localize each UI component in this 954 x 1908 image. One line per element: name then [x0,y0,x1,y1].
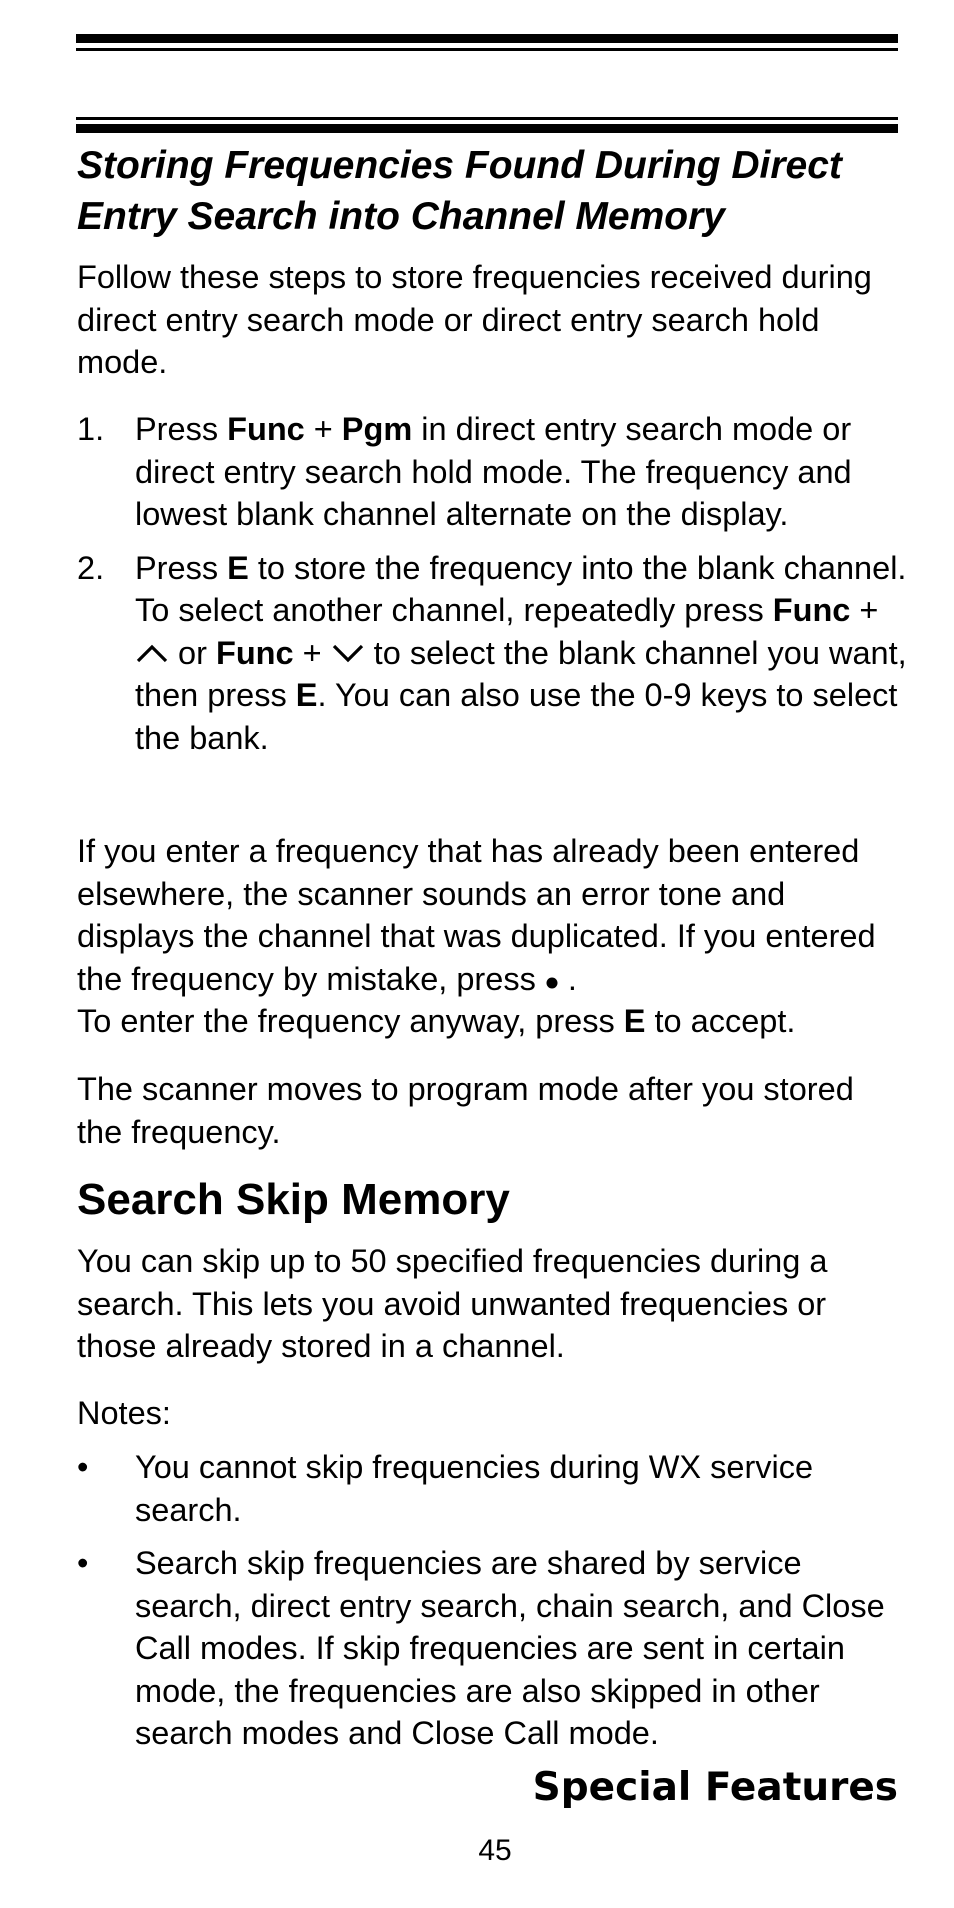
bullet: • [77,1545,89,1581]
step-item [77,408,907,536]
notes-list [77,1446,907,1755]
duplicate-paragraph: If you enter a frequency that has already been entered elsewhere, the scanner sounds an error tone and displays the channel that was duplicated. If you entered the frequency by mistake, press . To enter the frequency anyway, press E to accept. [77,833,876,1039]
note-item [77,1542,907,1755]
dot-key-icon [545,958,559,1001]
chevron-down-icon [331,632,365,675]
e-key-label: E [295,677,318,713]
section-rule-thick [76,124,898,133]
func-key-label: Func [772,592,851,628]
step-number: 1. [77,411,105,447]
note-item [77,1446,907,1531]
step-text: Press Func + Pgm in direct entry search mode or direct entry search hold mode. The frequency and lowest blank channel alternate on the display. [135,411,852,532]
skip-intro-paragraph: You can skip up to 50 specified frequencies during a search. This lets you avoid unwanted frequencies or those already stored in a channel. [77,1243,828,1364]
after-store-paragraph: The scanner moves to program mode after you stored the frequency. [77,1071,854,1150]
func-key-label: Func [227,411,305,447]
bullet: • [77,1449,89,1485]
section-heading: Search Skip Memory [77,1175,510,1224]
top-rule-thick [76,34,898,43]
func-key-label: Func [215,634,294,671]
footer-section-name: Special Features [532,1765,898,1810]
steps-list [77,408,907,759]
step-text: Press E to store the frequency into the blank channel. To select another channel, repeatedly press Func + or Func + to select the blank channel you want, then press E. You can also use the 0-9 keys to select the bank. [135,549,907,756]
step-item [77,547,907,760]
section-heading: Storing Frequencies Found During Direct Entry Search into Channel Memory [77,144,842,238]
note-text: You cannot skip frequencies during WX service search. [135,1449,814,1528]
section-rule-thin [76,117,898,120]
page-number: 45 [478,1834,512,1867]
e-key-label: E [623,1003,646,1039]
top-rule-thin [76,48,898,51]
intro-paragraph: Follow these steps to store frequencies received during direct entry search mode or direct entry search hold mode. [77,259,872,380]
step-number: 2. [77,549,105,586]
notes-label: Notes: [77,1395,171,1431]
pgm-key-label: Pgm [341,411,413,447]
note-text: Search skip frequencies are shared by service search, direct entry search, chain search, and Close Call modes. If skip frequencies are sent in certain mode, the frequencies are also skipped in other search modes and Close Call mode. [135,1545,885,1751]
chevron-up-icon [135,632,169,675]
e-key-label: E [227,549,249,586]
